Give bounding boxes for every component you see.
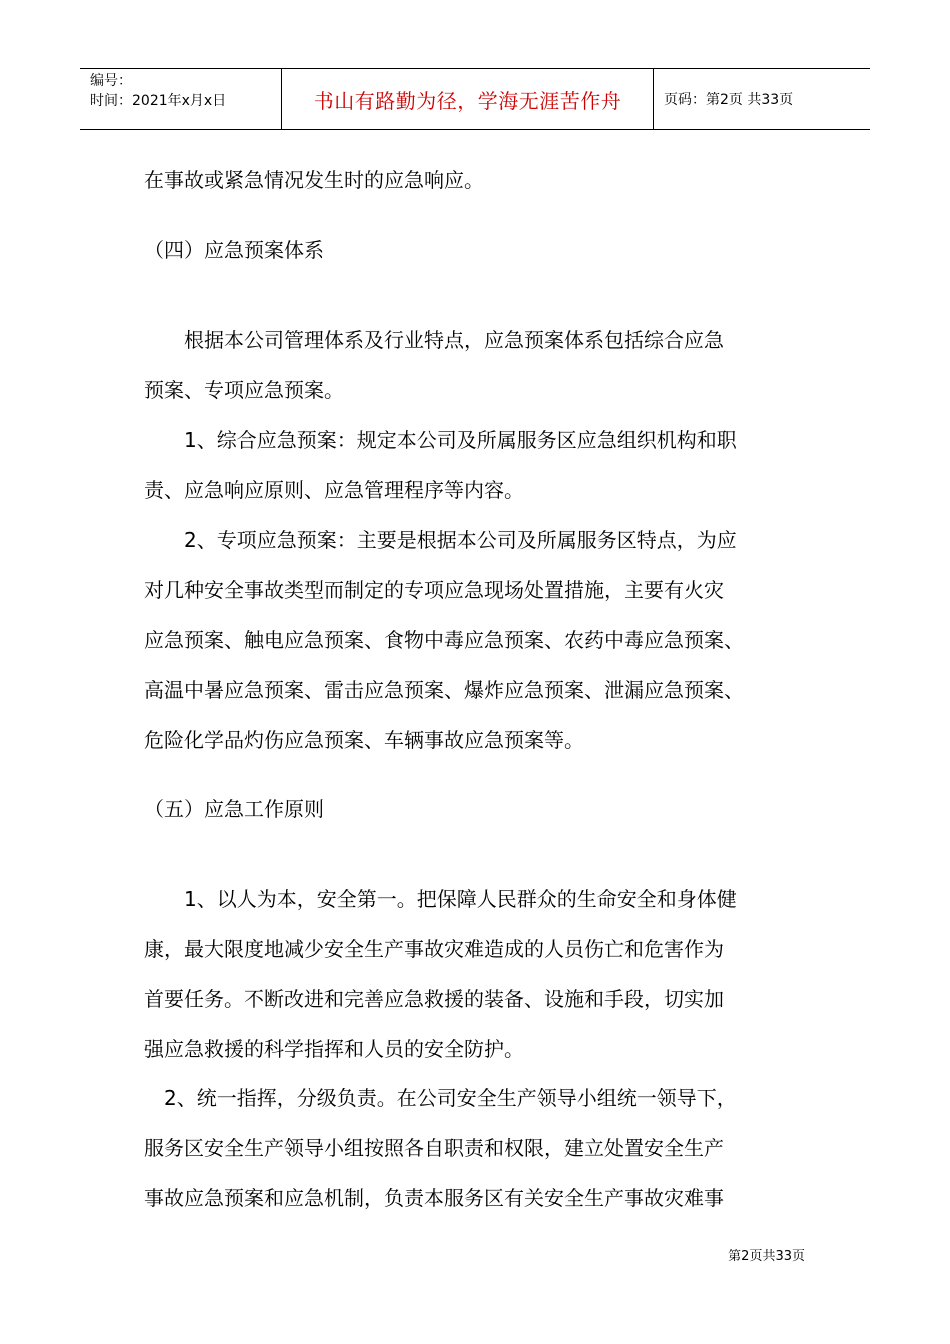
body-line: 应急预案、触电应急预案、食物中毒应急预案、农药中毒应急预案、: [144, 628, 744, 652]
body-line: 事故应急预案和应急机制，负责本服务区有关安全生产事故灾难事: [144, 1186, 724, 1210]
document-number-label: 编号：: [90, 73, 132, 89]
body-line: 预案、专项应急预案。: [144, 378, 344, 402]
section-heading: （五）应急工作原则: [144, 797, 324, 821]
footer-page-number: 第2页共33页: [728, 1249, 805, 1264]
body-line: 1、综合应急预案：规定本公司及所属服务区应急组织机构和职: [144, 428, 737, 452]
body-line: 强应急救援的科学指挥和人员的安全防护。: [144, 1037, 524, 1061]
body-line: 服务区安全生产领导小组按照各自职责和权限，建立处置安全生产: [144, 1136, 724, 1160]
body-line: 2、专项应急预案：主要是根据本公司及所属服务区特点，为应: [144, 528, 737, 552]
body-line: 高温中暑应急预案、雷击应急预案、爆炸应急预案、泄漏应急预案、: [144, 678, 744, 702]
body-line: 对几种安全事故类型而制定的专项应急现场处置措施，主要有火灾: [144, 578, 724, 602]
body-line: 根据本公司管理体系及行业特点，应急预案体系包括综合应急: [144, 328, 724, 352]
body-line: 危险化学品灼伤应急预案、车辆事故应急预案等。: [144, 728, 584, 752]
body-line: 2、统一指挥，分级负责。在公司安全生产领导小组统一领导下，: [144, 1086, 737, 1110]
body-line: 1、以人为本，安全第一。把保障人民群众的生命安全和身体健: [144, 887, 737, 911]
body-line: 在事故或紧急情况发生时的应急响应。: [144, 168, 484, 192]
header-motto: 书山有路勤为径，学海无涯苦作舟: [282, 69, 654, 129]
section-heading: （四）应急预案体系: [144, 238, 324, 262]
body-line: 责、应急响应原则、应急管理程序等内容。: [144, 478, 524, 502]
body-line: 首要任务。不断改进和完善应急救援的装备、设施和手段，切实加: [144, 987, 724, 1011]
body-line: 康，最大限度地减少安全生产事故灾难造成的人员伤亡和危害作为: [144, 937, 724, 961]
document-date-label: 时间：2021年x月x日: [90, 93, 227, 109]
header-meta: [80, 69, 282, 129]
header-page-number: 页码：第2页 共33页: [664, 92, 794, 108]
page-header: [80, 68, 870, 130]
